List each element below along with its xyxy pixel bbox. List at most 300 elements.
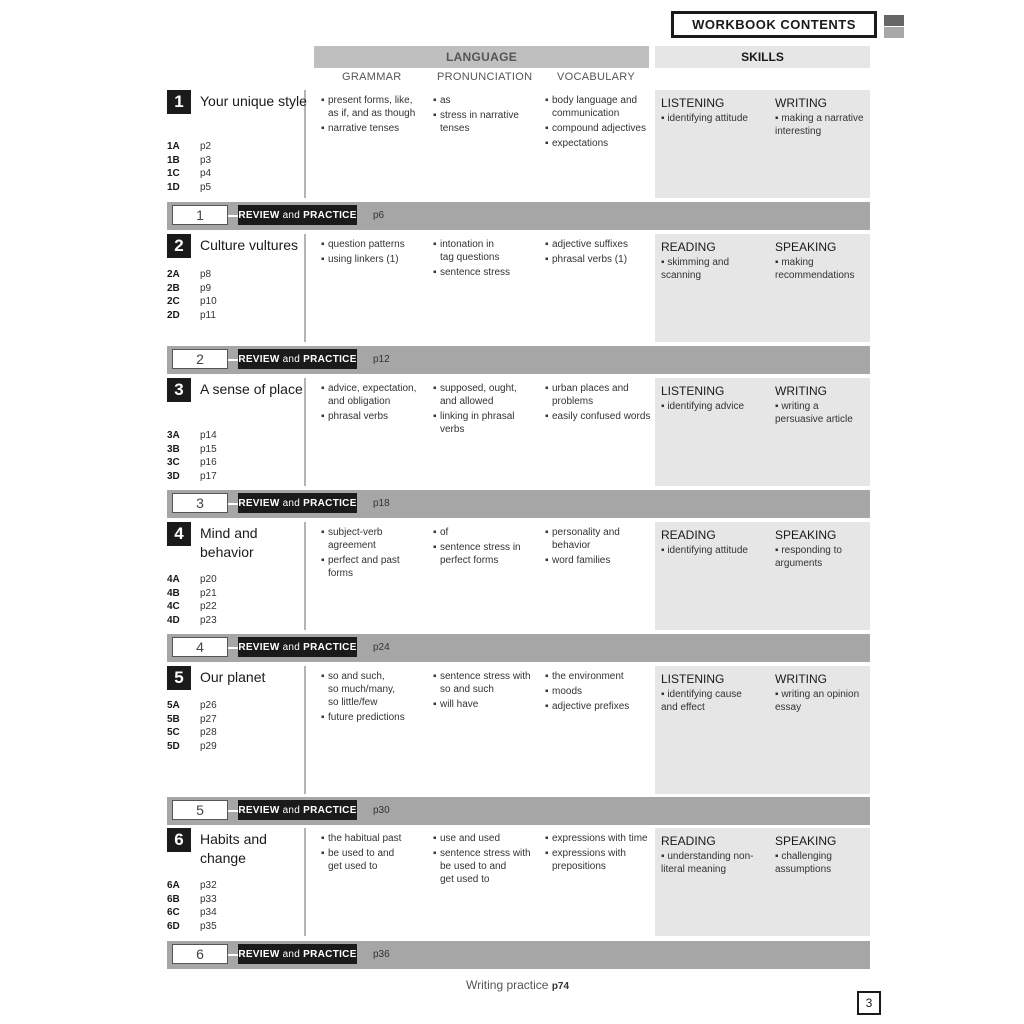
lesson-code: 1C [167, 168, 180, 179]
pronunciation-subheader: PRONUNCIATION [437, 71, 533, 83]
lesson-list [167, 429, 217, 483]
vocabulary-column [545, 832, 653, 875]
lesson-item[interactable] [167, 587, 217, 601]
unit-number-badge: 4 [167, 522, 191, 546]
review-page: p18 [373, 498, 390, 509]
vocabulary-item-text: expressions with time [552, 833, 648, 844]
skill-item-text: skimming and scanning [661, 257, 730, 281]
lesson-item[interactable] [167, 282, 217, 296]
vocabulary-column [545, 670, 653, 715]
and-word: and [282, 497, 301, 509]
unit-title: Our planet [200, 669, 266, 685]
lesson-item[interactable] [167, 429, 217, 443]
bullet-icon: ▪ [545, 254, 549, 265]
lesson-code: 5D [167, 740, 180, 752]
bullet-icon: ▪ [545, 123, 549, 134]
grammar-item-text: advice, expectation, and obligation [328, 383, 417, 407]
lesson-item[interactable] [167, 614, 217, 628]
vocabulary-item [545, 526, 653, 552]
review-and-practice-label[interactable] [238, 493, 357, 513]
review-connector [228, 954, 238, 956]
bullet-icon: ▪ [321, 411, 325, 422]
unit-row-6 [167, 828, 870, 936]
lesson-item[interactable] [167, 456, 217, 470]
vocabulary-item [545, 685, 653, 698]
skill-heading: WRITING [775, 96, 827, 110]
grammar-item-text: using linkers (1) [328, 254, 399, 265]
review-number: 6 [172, 944, 228, 964]
pronunciation-column [433, 832, 537, 888]
lesson-page: p20 [200, 574, 217, 585]
lesson-item[interactable] [167, 740, 217, 754]
lesson-item[interactable] [167, 893, 217, 907]
review-page: p12 [373, 354, 390, 365]
lesson-page: p14 [200, 430, 217, 441]
bullet-icon: ▪ [433, 848, 437, 859]
bullet-icon: ▪ [321, 95, 325, 106]
pronunciation-item [433, 698, 537, 711]
lesson-page: p27 [200, 713, 217, 725]
unit-title: Habits and change [200, 831, 267, 866]
grammar-column [321, 670, 425, 726]
pronunciation-column [433, 94, 537, 137]
unit-row-4 [167, 522, 870, 630]
skill-item [775, 256, 854, 282]
skill-heading: LISTENING [661, 96, 725, 110]
vocabulary-item-text: urban places and problems [552, 383, 629, 407]
grammar-item-text: narrative tenses [328, 123, 400, 134]
bullet-icon: ▪ [545, 383, 549, 394]
grammar-item-text: subject-verb agreement [328, 527, 383, 551]
grammar-item-text: so and such, so much/many, so little/few [328, 671, 396, 708]
pronunciation-item-text: stress in narrative tenses [440, 110, 519, 134]
lesson-item[interactable] [167, 726, 217, 740]
unit-number-badge: 2 [167, 234, 191, 258]
vocabulary-item-text: body language and communication [552, 95, 638, 119]
bullet-icon: ▪ [775, 257, 782, 268]
pronunciation-item [433, 382, 537, 408]
lesson-page: p33 [200, 893, 217, 905]
skill-item-text: making a narrative interesting [775, 113, 864, 137]
skill-item [775, 112, 864, 138]
lesson-page: p35 [200, 920, 217, 932]
review-practice-bar-6[interactable] [167, 941, 870, 969]
review-word: REVIEW [238, 209, 280, 221]
unit-title-column [167, 666, 306, 794]
grammar-item-text: question patterns [328, 239, 405, 250]
grammar-item-text: the habitual past [328, 833, 402, 844]
vocabulary-item [545, 253, 653, 266]
review-connector [228, 810, 238, 812]
bullet-icon: ▪ [775, 689, 782, 700]
bullet-icon: ▪ [321, 239, 325, 250]
lesson-item[interactable] [167, 309, 217, 323]
bullet-icon: ▪ [321, 671, 325, 682]
practice-word: PRACTICE [303, 804, 357, 816]
vocabulary-item-text: adjective suffixes [552, 239, 628, 250]
vocabulary-item-text: compound adjectives [552, 123, 646, 134]
pronunciation-item [433, 238, 537, 264]
review-practice-bar-2[interactable] [167, 346, 870, 374]
bullet-icon: ▪ [661, 113, 668, 124]
pronunciation-column [433, 238, 537, 281]
bullet-icon: ▪ [321, 123, 325, 134]
review-practice-bar-4[interactable] [167, 634, 870, 662]
title-tab-light [884, 27, 904, 38]
skill-heading: WRITING [775, 672, 827, 686]
review-word: REVIEW [238, 353, 280, 365]
lesson-page: p16 [200, 457, 217, 468]
skill-item-text: identifying attitude [667, 545, 748, 556]
pronunciation-item [433, 94, 537, 107]
practice-word: PRACTICE [303, 641, 357, 653]
grammar-column [321, 526, 425, 582]
bullet-icon: ▪ [775, 851, 782, 862]
bullet-icon: ▪ [661, 257, 668, 268]
grammar-item [321, 554, 425, 580]
lesson-item[interactable] [167, 600, 217, 614]
lesson-item[interactable] [167, 470, 217, 484]
lesson-code: 3C [167, 457, 180, 468]
bullet-icon: ▪ [321, 833, 325, 844]
lesson-page: p17 [200, 470, 217, 482]
bullet-icon: ▪ [661, 401, 668, 412]
lesson-code: 4C [167, 601, 180, 612]
vocabulary-item-text: moods [552, 686, 583, 697]
lesson-item[interactable] [167, 713, 217, 727]
lesson-item[interactable] [167, 140, 211, 154]
grammar-item-text: phrasal verbs [328, 411, 389, 422]
and-word: and [282, 353, 301, 365]
vocabulary-item-text: expectations [552, 138, 609, 149]
bullet-icon: ▪ [545, 555, 549, 566]
lesson-page: p34 [200, 907, 217, 918]
bullet-icon: ▪ [321, 527, 325, 538]
skill-item-text: challenging assumptions [775, 851, 832, 875]
skill-heading: LISTENING [661, 672, 725, 686]
grammar-column [321, 94, 425, 137]
lesson-page: p26 [200, 700, 217, 711]
and-word: and [282, 209, 301, 221]
review-practice-bar-5[interactable] [167, 797, 870, 825]
lesson-code: 2B [167, 282, 180, 294]
unit-row-1 [167, 90, 870, 198]
vocabulary-item [545, 700, 653, 713]
bullet-icon: ▪ [545, 848, 549, 859]
bullet-icon: ▪ [545, 833, 549, 844]
bullet-icon: ▪ [433, 383, 437, 394]
review-practice-bar-3[interactable] [167, 490, 870, 518]
pronunciation-column [433, 526, 537, 569]
skill-item [661, 544, 748, 557]
lesson-page: p4 [200, 168, 212, 179]
skill-item-text: writing a persuasive article [775, 401, 853, 425]
lesson-item[interactable] [167, 699, 217, 713]
vocabulary-item [545, 122, 653, 135]
skill-item [775, 544, 842, 570]
vocabulary-item-text: the environment [552, 671, 624, 682]
vocabulary-item [545, 137, 653, 150]
lesson-item[interactable] [167, 879, 217, 893]
vocabulary-item [545, 670, 653, 683]
bullet-icon: ▪ [321, 383, 325, 394]
lesson-code: 1B [167, 154, 180, 166]
lesson-code: 2C [167, 296, 180, 307]
vocabulary-item-text: phrasal verbs (1) [552, 254, 628, 265]
lesson-item[interactable] [167, 295, 217, 309]
bullet-icon: ▪ [545, 411, 549, 422]
lesson-item[interactable] [167, 443, 217, 457]
bullet-icon: ▪ [545, 671, 549, 682]
bullet-icon: ▪ [433, 671, 437, 682]
lesson-code: 5A [167, 700, 180, 711]
pronunciation-item [433, 410, 537, 436]
page-number: 3 [857, 991, 881, 1015]
bullet-icon: ▪ [545, 701, 549, 712]
vocabulary-column [545, 238, 653, 268]
lesson-item[interactable] [167, 154, 211, 168]
skill-item-text: responding to arguments [775, 545, 842, 569]
review-and-practice-label[interactable] [238, 800, 357, 820]
lesson-code: 5C [167, 727, 180, 738]
pronunciation-item [433, 847, 537, 886]
pronunciation-item-text: supposed, ought, and allowed [440, 383, 517, 407]
skill-item-text: writing an opinion essay [775, 689, 860, 713]
review-connector [228, 647, 238, 649]
bullet-icon: ▪ [775, 113, 782, 124]
unit-title-column [167, 522, 306, 630]
review-number: 2 [172, 349, 228, 369]
vocabulary-column [545, 382, 653, 425]
pronunciation-item-text: sentence stress with be used to and get used to [440, 848, 531, 885]
pronunciation-item-text: intonation in tag questions [440, 239, 500, 263]
grammar-item [321, 94, 425, 120]
lesson-page: p5 [200, 181, 212, 193]
skill-heading: LISTENING [661, 384, 725, 398]
grammar-item-text: be used to and get used to [328, 848, 395, 872]
grammar-item [321, 832, 425, 845]
grammar-item [321, 711, 425, 724]
review-word: REVIEW [238, 804, 280, 816]
skill-item-text: understanding non- literal meaning [661, 851, 754, 875]
pronunciation-item-text: sentence stress with so and such [440, 671, 531, 695]
unit-title: Your unique style [200, 93, 307, 109]
bullet-icon: ▪ [545, 686, 549, 697]
bullet-icon: ▪ [321, 254, 325, 265]
bullet-icon: ▪ [433, 542, 437, 553]
grammar-item [321, 526, 425, 552]
lesson-item[interactable] [167, 906, 217, 920]
lesson-page: p9 [200, 282, 212, 294]
review-number: 3 [172, 493, 228, 513]
bullet-icon: ▪ [545, 527, 549, 538]
vocabulary-item [545, 94, 653, 120]
bullet-icon: ▪ [775, 401, 782, 412]
lesson-page: p8 [200, 269, 212, 280]
grammar-item [321, 847, 425, 873]
pronunciation-column [433, 382, 537, 438]
bullet-icon: ▪ [775, 545, 782, 556]
skill-item [661, 400, 744, 413]
practice-word: PRACTICE [303, 209, 357, 221]
grammar-item [321, 382, 425, 408]
vocabulary-item [545, 238, 653, 251]
bullet-icon: ▪ [433, 411, 437, 422]
lesson-item[interactable] [167, 920, 217, 934]
pronunciation-item-text: linking in phrasal verbs [440, 411, 515, 435]
lesson-list [167, 879, 217, 933]
vocabulary-item-text: personality and behavior [552, 527, 620, 551]
pronunciation-item-text: as [440, 95, 451, 106]
lesson-code: 2D [167, 309, 180, 321]
skill-heading: READING [661, 528, 716, 542]
title-tab-dark [884, 15, 904, 26]
pronunciation-item-text: will have [440, 699, 479, 710]
lesson-list [167, 573, 217, 627]
pronunciation-item [433, 832, 537, 845]
vocabulary-item [545, 410, 653, 423]
grammar-item-text: future predictions [328, 712, 405, 723]
unit-number-badge: 6 [167, 828, 191, 852]
grammar-column [321, 382, 425, 425]
review-practice-bar-1[interactable] [167, 202, 870, 230]
lesson-code: 6B [167, 893, 180, 905]
review-connector [228, 215, 238, 217]
unit-title: Culture vultures [200, 237, 299, 253]
bullet-icon: ▪ [433, 110, 437, 121]
unit-row-2 [167, 234, 870, 342]
vocabulary-item-text: word families [552, 555, 611, 566]
skill-item [775, 688, 859, 714]
unit-number-badge: 1 [167, 90, 191, 114]
review-and-practice-label[interactable] [238, 349, 357, 369]
vocabulary-item [545, 554, 653, 567]
bullet-icon: ▪ [545, 95, 549, 106]
lesson-code: 5B [167, 713, 180, 725]
skills-header: SKILLS [655, 46, 870, 68]
lesson-code: 3A [167, 430, 180, 441]
skill-heading: SPEAKING [775, 240, 837, 254]
grammar-item [321, 253, 425, 266]
grammar-item-text: perfect and past forms [328, 555, 400, 579]
and-word: and [282, 948, 301, 960]
bullet-icon: ▪ [433, 239, 437, 250]
practice-word: PRACTICE [303, 948, 357, 960]
pronunciation-item [433, 526, 537, 539]
bullet-icon: ▪ [321, 848, 325, 859]
and-word: and [282, 804, 301, 816]
lesson-page: p3 [200, 154, 212, 166]
lesson-item[interactable] [167, 167, 211, 181]
skill-item [775, 400, 853, 426]
lesson-code: 2A [167, 269, 180, 280]
bullet-icon: ▪ [661, 545, 668, 556]
lesson-page: p23 [200, 614, 217, 626]
lesson-page: p21 [200, 587, 217, 599]
review-connector [228, 359, 238, 361]
lesson-code: 1A [167, 141, 180, 152]
grammar-item [321, 122, 425, 135]
vocabulary-item [545, 847, 653, 873]
bullet-icon: ▪ [321, 712, 325, 723]
unit-row-3 [167, 378, 870, 486]
skill-item-text: identifying attitude [667, 113, 748, 124]
lesson-item[interactable] [167, 268, 217, 282]
skill-item [661, 688, 742, 714]
footer-text: Writing practice [466, 978, 549, 992]
review-and-practice-label[interactable] [238, 637, 357, 657]
unit-title-column [167, 378, 306, 486]
vocabulary-item-text: expressions with prepositions [552, 848, 626, 872]
unit-title-column [167, 828, 306, 936]
lesson-item[interactable] [167, 181, 211, 195]
lesson-page: p22 [200, 601, 217, 612]
skill-heading: READING [661, 834, 716, 848]
bullet-icon: ▪ [545, 138, 549, 149]
skill-item [661, 850, 754, 876]
skill-heading: WRITING [775, 384, 827, 398]
lesson-page: p2 [200, 141, 212, 152]
vocabulary-column [545, 526, 653, 569]
workbook-contents-title: WORKBOOK CONTENTS [671, 11, 877, 38]
review-word: REVIEW [238, 641, 280, 653]
grammar-column [321, 832, 425, 875]
unit-title-column [167, 90, 306, 198]
unit-number-badge: 5 [167, 666, 191, 690]
grammar-item [321, 238, 425, 251]
pronunciation-item-text: sentence stress in perfect forms [440, 542, 521, 566]
review-and-practice-label[interactable] [238, 205, 357, 225]
skill-item [661, 256, 729, 282]
skill-item [775, 850, 832, 876]
lesson-code: 4B [167, 587, 180, 599]
practice-word: PRACTICE [303, 353, 357, 365]
pronunciation-item-text: sentence stress [440, 267, 511, 278]
lesson-list [167, 699, 217, 753]
review-number: 5 [172, 800, 228, 820]
pronunciation-item-text: use and used [440, 833, 501, 844]
skill-heading: READING [661, 240, 716, 254]
review-page: p30 [373, 805, 390, 816]
review-page: p36 [373, 949, 390, 960]
lesson-list [167, 140, 211, 194]
pronunciation-column [433, 670, 537, 713]
grammar-column [321, 238, 425, 268]
vocabulary-item [545, 382, 653, 408]
pronunciation-item [433, 670, 537, 696]
skill-item-text: identifying cause and effect [661, 689, 742, 713]
grammar-item-text: present forms, like, as if, and as though [328, 95, 416, 119]
review-number: 1 [172, 205, 228, 225]
grammar-item [321, 410, 425, 423]
unit-number-badge: 3 [167, 378, 191, 402]
pronunciation-item [433, 266, 537, 279]
review-word: REVIEW [238, 497, 280, 509]
vocabulary-column [545, 94, 653, 152]
practice-word: PRACTICE [303, 497, 357, 509]
vocabulary-item-text: easily confused words [552, 411, 651, 422]
footer-page: p74 [551, 981, 570, 992]
language-header: LANGUAGE [314, 46, 649, 68]
lesson-item[interactable] [167, 573, 217, 587]
skill-item [661, 112, 748, 125]
bullet-icon: ▪ [661, 851, 668, 862]
and-word: and [282, 641, 301, 653]
bullet-icon: ▪ [433, 699, 437, 710]
review-and-practice-label[interactable] [238, 944, 357, 964]
bullet-icon: ▪ [433, 833, 437, 844]
lesson-code: 3B [167, 443, 180, 455]
